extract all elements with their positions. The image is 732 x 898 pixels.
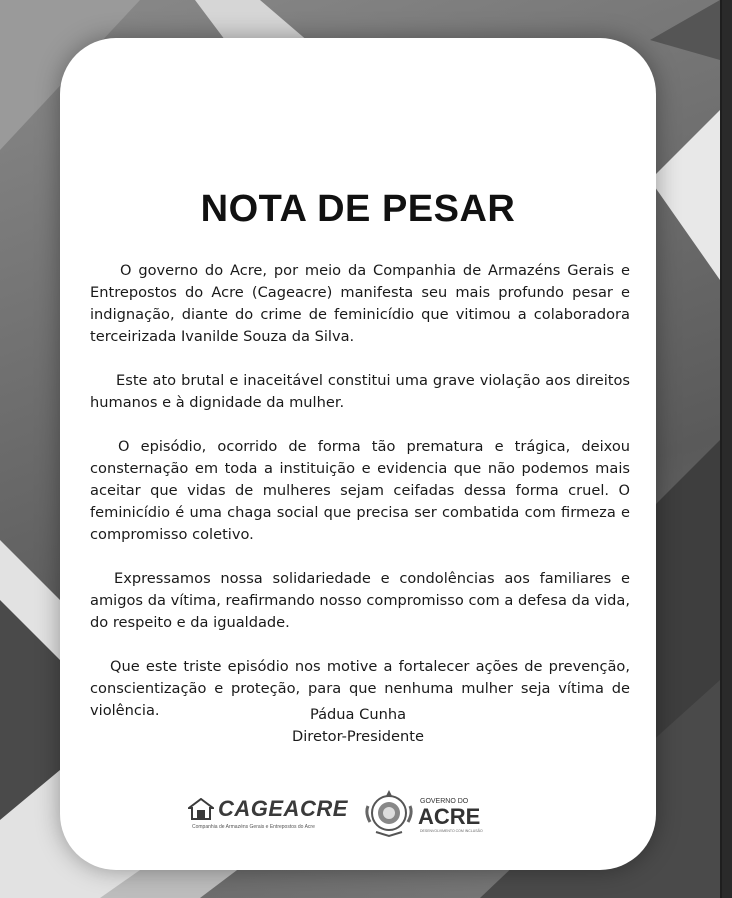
signature-name: Pádua Cunha bbox=[309, 706, 407, 723]
acre-state-seal-icon bbox=[364, 786, 414, 840]
cageacre-logo bbox=[188, 794, 356, 834]
paragraph-5: Que este triste episódio nos motive a fortalecer ações de prevenção, conscientização e proteção, para que nenhuma mulher seja vítima de violência. bbox=[90, 658, 630, 719]
cageacre-wordmark: CAGEACRE bbox=[218, 796, 348, 821]
document-body bbox=[90, 224, 630, 744]
condolence-card bbox=[60, 38, 656, 870]
signature-role: Diretor-Presidente bbox=[292, 728, 424, 745]
paragraph-3: O episódio, ocorrido de forma tão prematura e trágica, deixou consternação em toda a instituição e evidencia que não podemos mais aceitar que vidas de mulheres sejam ceifadas dessa forma cruel. O feminicídio é uma chaga social que precisa ser combatida com firmeza e compromisso coletivo. bbox=[90, 438, 630, 543]
paragraph-1: O governo do Acre, por meio da Companhia de Armazéns Gerais e Entrepostos do Acre (Cageacre) manifesta seu mais profundo pesar e indignação, diante do crime de feminicídio que vitimou a colaboradora terceirizada Ivanilde Souza da Silva. bbox=[90, 262, 630, 345]
warehouse-house-icon bbox=[188, 798, 214, 820]
cageacre-subtitle: Companhia de Armazéns Gerais e Entrepostos do Acre bbox=[192, 824, 315, 830]
governo-acre-logo bbox=[418, 796, 488, 836]
paragraph-4: Expressamos nossa solidariedade e condolências aos familiares e amigos da vítima, reafirmando nosso compromisso com a defesa da vida, do respeito e da igualdade. bbox=[90, 570, 630, 631]
paragraph-2: Este ato brutal e inaceitável constitui uma grave violação aos direitos humanos e à dignidade da mulher. bbox=[90, 372, 630, 411]
governo-tagline: DESENVOLVIMENTO COM INCLUSÃO bbox=[420, 829, 483, 833]
acre-wordmark: ACRE bbox=[418, 804, 481, 829]
governo-label: GOVERNO DO bbox=[420, 798, 469, 805]
document-title: NOTA DE PESAR bbox=[200, 188, 516, 230]
right-edge-bar bbox=[722, 0, 732, 898]
logo-row bbox=[188, 786, 483, 842]
signature-block bbox=[60, 704, 656, 748]
